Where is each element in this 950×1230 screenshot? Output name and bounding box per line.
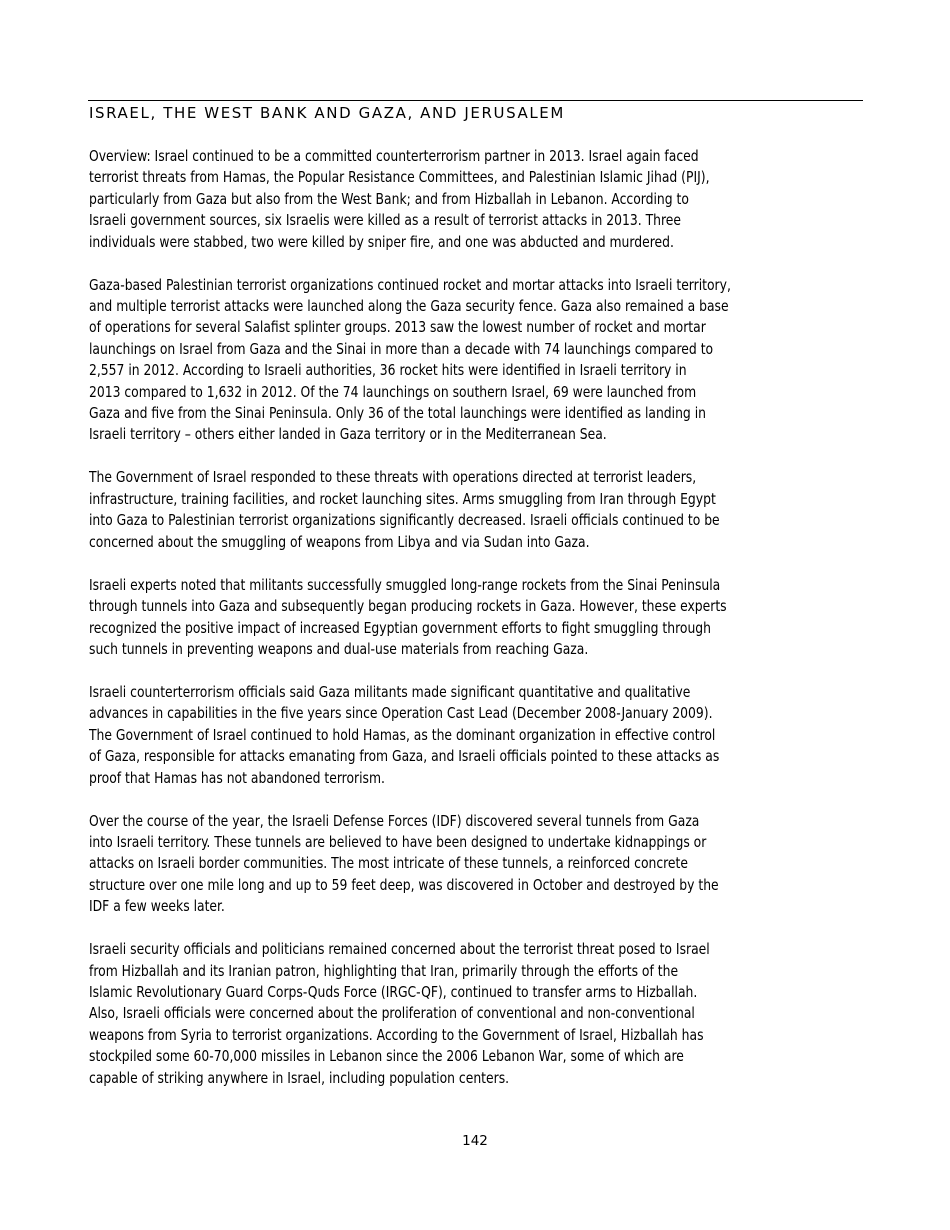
text-line: terrorist threats from Hamas, the Popular Resistance Committees, and Palestinian Islamic Jihad (PIJ),: [89, 168, 710, 187]
text-line: Israeli counterterrorism officials said Gaza militants made significant quantitative and qualitative: [89, 682, 691, 701]
paragraph-smuggling: [89, 575, 863, 661]
text-line: The Government of Israel responded to these threats with operations directed at terrorist leaders,: [89, 468, 697, 487]
paragraph-hizballah: [89, 939, 863, 1089]
text-line: capable of striking anywhere in Israel, including population centers.: [89, 1068, 510, 1087]
text-line: infrastructure, training facilities, and rocket launching sites. Arms smuggling from Iran through Egypt: [89, 489, 716, 508]
text-line: Gaza and five from the Sinai Peninsula. Only 36 of the total launchings were identified as landing in: [89, 404, 706, 423]
text-line: launchings on Israel from Gaza and the Sinai in more than a decade with 74 launchings compared to: [89, 339, 714, 358]
text-line: The Government of Israel continued to hold Hamas, as the dominant organization in effective control: [89, 725, 716, 744]
paragraph-gaza-rockets: [89, 275, 863, 446]
text-line: recognized the positive impact of increased Egyptian government efforts to fight smuggling through: [89, 618, 712, 637]
text-line: individuals were stabbed, two were killed by sniper fire, and one was abducted and murdered.: [89, 232, 674, 251]
text-line: 2013 compared to 1,632 in 2012. Of the 74 launchings on southern Israel, 69 were launched from: [89, 382, 697, 401]
text-line: Israeli experts noted that militants successfully smuggled long-range rockets from the Sinai Peninsula: [89, 575, 721, 594]
text-line: and multiple terrorist attacks were launched along the Gaza security fence. Gaza also remained a base: [89, 297, 729, 316]
text-line: Gaza-based Palestinian terrorist organizations continued rocket and mortar attacks into Israeli territory,: [89, 275, 731, 294]
text-line: of Gaza, responsible for attacks emanating from Gaza, and Israeli officials pointed to these attacks as: [89, 747, 720, 766]
text-line: particularly from Gaza but also from the West Bank; and from Hizballah in Lebanon. According to: [89, 189, 689, 208]
text-line: Israeli security officials and politicians remained concerned about the terrorist threat posed to Israel: [89, 940, 710, 959]
text-line: Over the course of the year, the Israeli Defense Forces (IDF) discovered several tunnels from Gaza: [89, 811, 700, 830]
text-line: advances in capabilities in the five years since Operation Cast Lead (December 2008-January 2009).: [89, 704, 713, 723]
text-line: into Gaza to Palestinian terrorist organizations significantly decreased. Israeli officials continued to be: [89, 511, 720, 530]
page-number: 142: [462, 1133, 488, 1149]
text-line: Israeli government sources, six Israelis were killed as a result of terrorist attacks in 2013. Three: [89, 211, 681, 230]
text-line: stockpiled some 60-70,000 missiles in Lebanon since the 2006 Lebanon War, some of which are: [89, 1047, 684, 1066]
paragraph-overview: [89, 146, 863, 253]
text-line: proof that Hamas has not abandoned terrorism.: [89, 768, 385, 787]
text-line: weapons from Syria to terrorist organizations. According to the Government of Israel, Hizballah has: [89, 1025, 704, 1044]
text-line: concerned about the smuggling of weapons from Libya and via Sudan into Gaza.: [89, 532, 590, 551]
text-line: such tunnels in preventing weapons and dual-use materials from reaching Gaza.: [89, 639, 589, 658]
text-line: of operations for several Salafist splinter groups. 2013 saw the lowest number of rocket and mortar: [89, 318, 706, 337]
text-line: Overview: Israel continued to be a committed counterterrorism partner in 2013. Israel again faced: [89, 147, 699, 165]
section-heading: ISRAEL, THE WEST BANK AND GAZA, AND JERUSALEM: [89, 104, 565, 122]
paragraph-capabilities: [89, 682, 863, 789]
document-body: [89, 146, 863, 1111]
text-line: Also, Israeli officials were concerned about the proliferation of conventional and non-conventional: [89, 1004, 695, 1023]
text-line: 2,557 in 2012. According to Israeli authorities, 36 rocket hits were identified in Israeli territory in: [89, 361, 687, 380]
text-line: attacks on Israeli border communities. The most intricate of these tunnels, a reinforced concrete: [89, 854, 688, 873]
paragraph-tunnels: [89, 811, 863, 918]
text-line: structure over one mile long and up to 59 feet deep, was discovered in October and destroyed by the: [89, 875, 719, 894]
text-line: Israeli territory – others either landed in Gaza territory or in the Mediterranean Sea.: [89, 425, 607, 444]
text-line: into Israeli territory. These tunnels are believed to have been designed to undertake kidnappings or: [89, 832, 707, 851]
text-line: through tunnels into Gaza and subsequently began producing rockets in Gaza. However, these experts: [89, 597, 727, 616]
text-line: IDF a few weeks later.: [89, 897, 225, 916]
heading-rule: [88, 100, 863, 101]
text-line: from Hizballah and its Iranian patron, highlighting that Iran, primarily through the efforts of the: [89, 961, 679, 980]
paragraph-government-response: [89, 467, 863, 553]
text-line: Islamic Revolutionary Guard Corps-Quds Force (IRGC-QF), continued to transfer arms to Hizballah.: [89, 982, 698, 1001]
